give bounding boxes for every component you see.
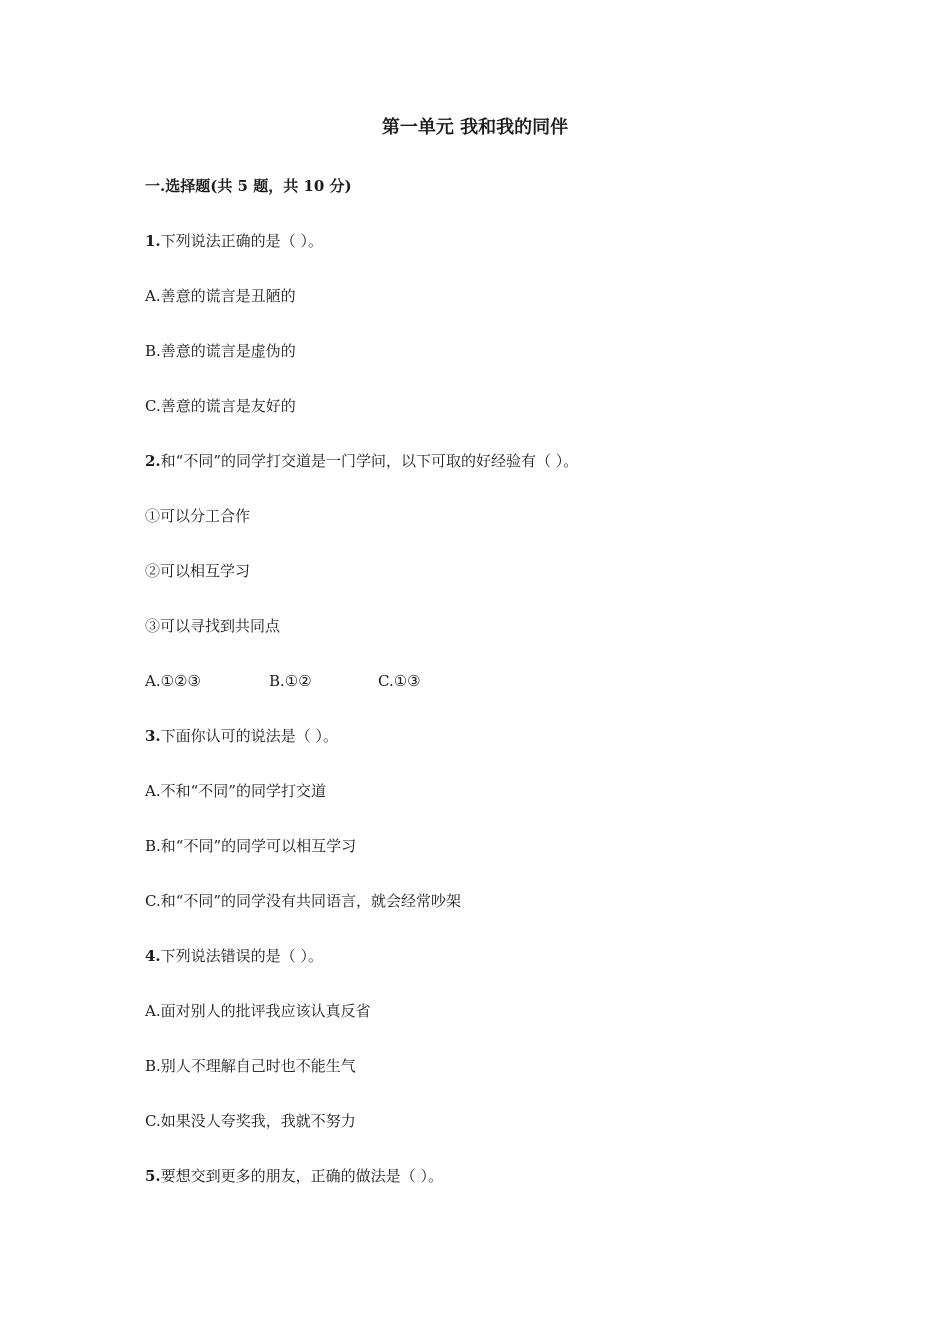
page-title: 第一单元 我和我的同伴 bbox=[381, 117, 569, 138]
statement-1: ①可以分工合作 bbox=[145, 507, 251, 525]
option-c: C.如果没人夸奖我，我就不努力 bbox=[145, 1112, 356, 1130]
question-1 bbox=[145, 231, 323, 251]
option-c: C.善意的谎言是友好的 bbox=[145, 397, 296, 415]
question-text: 下列说法正确的是（ ）。 bbox=[160, 232, 323, 250]
statement-2: ②可以相互学习 bbox=[145, 562, 251, 580]
question-3 bbox=[145, 726, 338, 746]
option-b: B.①② bbox=[269, 672, 312, 690]
question-number: 4. bbox=[145, 947, 161, 965]
question-number: 3. bbox=[145, 727, 161, 745]
question-number: 5. bbox=[145, 1167, 161, 1185]
option-a: A.面对别人的批评我应该认真反省 bbox=[145, 1002, 371, 1020]
option-a: A.善意的谎言是丑陋的 bbox=[145, 287, 296, 305]
question-text: 下面你认可的说法是（ ）。 bbox=[160, 727, 338, 745]
question-text: 下列说法错误的是（ ）。 bbox=[160, 947, 323, 965]
question-number: 1. bbox=[145, 232, 161, 250]
section-heading: 一.选择题(共 5 题，共 10 分) bbox=[145, 177, 352, 195]
option-a: A.①②③ bbox=[145, 672, 201, 690]
option-b: B.善意的谎言是虚伪的 bbox=[145, 342, 296, 360]
statement-3: ③可以寻找到共同点 bbox=[145, 617, 281, 635]
option-b: B.别人不理解自己时也不能生气 bbox=[145, 1057, 356, 1075]
option-a: A.不和“不同”的同学打交道 bbox=[145, 782, 326, 800]
question-text: 和“不同”的同学打交道是一门学问，以下可取的好经验有（ ）。 bbox=[160, 452, 579, 470]
options-row bbox=[145, 671, 421, 691]
question-5 bbox=[145, 1166, 443, 1186]
question-4 bbox=[145, 946, 323, 966]
option-c: C.①③ bbox=[378, 672, 421, 690]
option-c: C.和“不同”的同学没有共同语言，就会经常吵架 bbox=[145, 892, 462, 910]
question-number: 2. bbox=[145, 452, 161, 470]
question-2 bbox=[145, 451, 578, 471]
option-b: B.和“不同”的同学可以相互学习 bbox=[145, 837, 357, 855]
question-text: 要想交到更多的朋友，正确的做法是（ ）。 bbox=[160, 1167, 443, 1185]
